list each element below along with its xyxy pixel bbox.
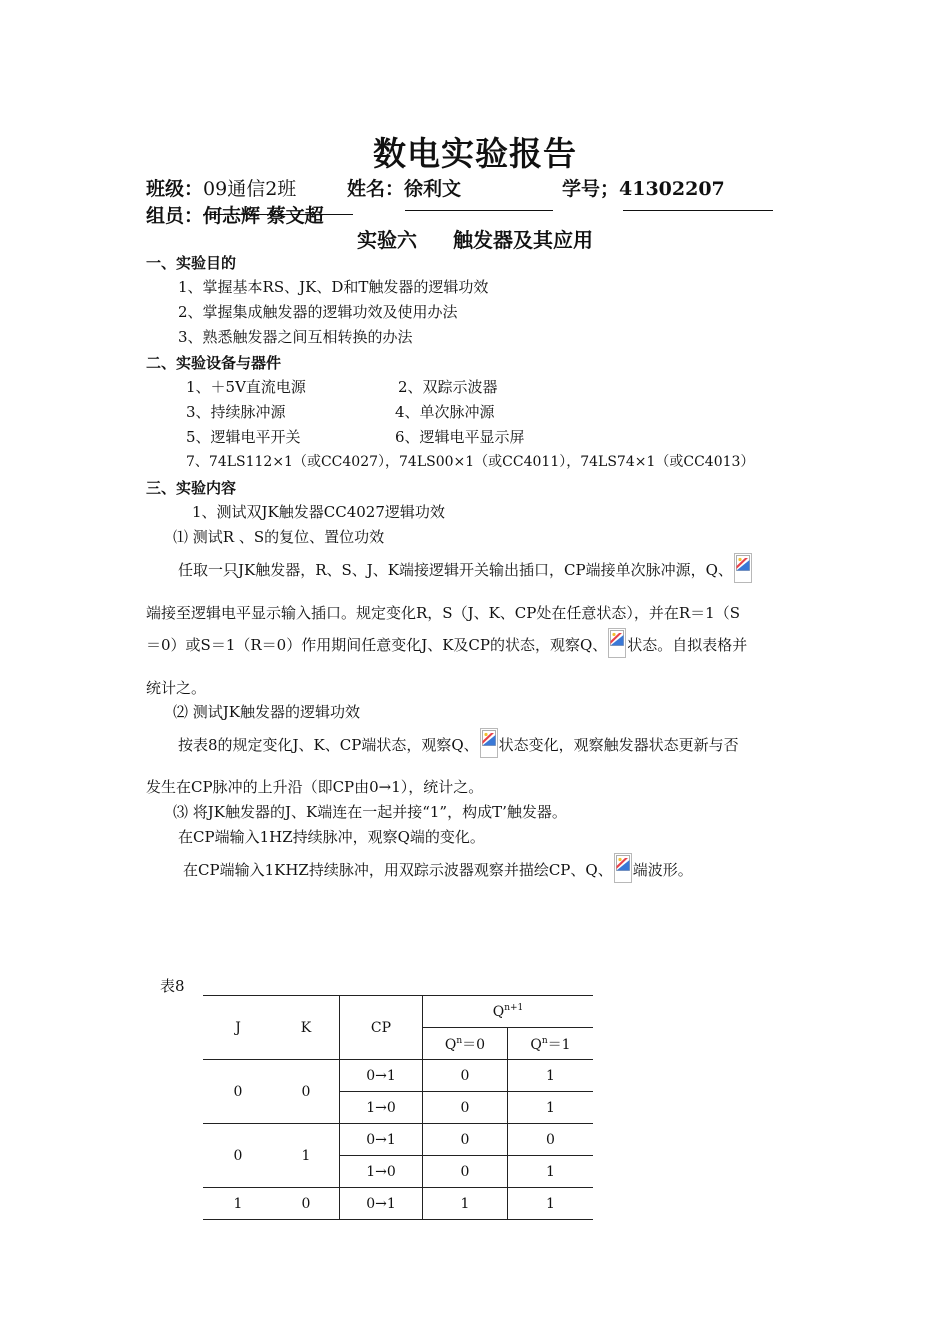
underline-blank [405, 210, 553, 211]
header-q0 [423, 1028, 508, 1060]
student-id-field: 学号；41302207 [562, 178, 725, 200]
broken-image-icon [614, 853, 632, 883]
cell-cp: 0→1 [340, 1060, 423, 1092]
header-qn1 [423, 996, 594, 1028]
sub-heading: ⑶ 将JK触发器的J、K端连在一起并接“1”，构成T’触发器。 [173, 803, 567, 821]
list-item: 7、74LS112×1（或CC4027），74LS00×1（或CC4011），74LS74×1（或CC4013） [186, 454, 755, 470]
text: ＝0 [462, 1036, 486, 1053]
cell-q1: 1 [508, 1156, 594, 1188]
header-q1 [508, 1028, 594, 1060]
cell-q0: 0 [423, 1156, 508, 1188]
sub-heading: ⑴ 测试R 、S的复位、置位功效 [173, 528, 385, 546]
sub-heading: 1、测试双JK触发器CC4027逻辑功效 [192, 503, 445, 521]
header-j: J [203, 996, 273, 1060]
paragraph-line: 统计之。 [146, 679, 207, 697]
list-item: 1、＋5V直流电源 [186, 378, 306, 396]
paragraph-line [183, 853, 693, 883]
members-label: 组员： [146, 205, 204, 227]
section-heading: 一、实验目的 [146, 254, 237, 272]
section-heading: 三、实验内容 [146, 479, 237, 497]
experiment-number: 实验六 [357, 228, 417, 252]
paragraph-line [178, 728, 739, 758]
superscript: n+1 [504, 1003, 524, 1013]
cell-q1: 1 [508, 1092, 594, 1124]
underline-blank [623, 210, 773, 211]
class-field [146, 174, 296, 201]
cell-cp: 1→0 [340, 1156, 423, 1188]
list-item: 3、熟悉触发器之间互相转换的办法 [178, 328, 413, 346]
paragraph-line [146, 628, 747, 658]
section-heading: 二、实验设备与器件 [146, 354, 282, 372]
header-cp: CP [340, 996, 423, 1060]
cell-k: 1 [273, 1124, 340, 1188]
text: ＝1 [547, 1036, 571, 1053]
text: Q [492, 1004, 505, 1020]
class-value: 09通信2班 [203, 178, 297, 200]
list-item: 5、逻辑电平开关 [186, 428, 301, 446]
cell-k: 0 [273, 1060, 340, 1124]
class-label: 班级： [146, 178, 204, 200]
truth-table [203, 995, 593, 1220]
list-item: 2、掌握集成触发器的逻辑功效及使用办法 [178, 303, 458, 321]
list-item: 6、逻辑电平显示屏 [395, 428, 525, 446]
cell-q1: 1 [508, 1060, 594, 1092]
table-caption: 表8 [160, 977, 185, 995]
paragraph-line: 发生在CP脉冲的上升沿（即CP由0→1），统计之。 [146, 778, 484, 796]
paragraph-line: 在CP端输入1HZ持续脉冲，观察Q端的变化。 [178, 828, 485, 846]
text: 状态变化，观察触发器状态更新与否 [498, 736, 739, 754]
text: 状态。自拟表格并 [627, 636, 748, 654]
text: 在CP端输入1KHZ持续脉冲，用双踪示波器观察并描绘CP、Q、 [183, 861, 613, 879]
cell-q0: 0 [423, 1060, 508, 1092]
cell-cp: 1→0 [340, 1092, 423, 1124]
header-k: K [273, 996, 340, 1060]
cell-q0: 0 [423, 1092, 508, 1124]
sub-heading: ⑵ 测试JK触发器的逻辑功效 [173, 703, 360, 721]
superscript: n [541, 1035, 548, 1046]
list-item: 2、双踪示波器 [398, 378, 498, 396]
list-item: 4、单次脉冲源 [395, 403, 495, 421]
cell-q0: 0 [423, 1124, 508, 1156]
text: 任取一只JK触发器，R、S、J、K端接逻辑开关输出插口，CP端接单次脉冲源，Q、 [178, 561, 733, 579]
superscript: n [456, 1035, 463, 1046]
text: 端波形。 [632, 861, 693, 879]
broken-image-icon [734, 553, 752, 583]
cell-k: 0 [273, 1188, 340, 1220]
cell-q0: 1 [423, 1188, 508, 1220]
experiment-name: 触发器及其应用 [453, 228, 593, 252]
members-value: 何志辉 蔡文超 [203, 205, 324, 227]
experiment-title [0, 224, 950, 253]
page-title: 数电实验报告 [373, 134, 577, 173]
strike-line [203, 214, 353, 215]
broken-image-icon [608, 628, 626, 658]
name-field: 姓名：徐利文 [347, 178, 462, 200]
cell-cp: 0→1 [340, 1188, 423, 1220]
text: Q [530, 1036, 542, 1053]
list-item: 3、持续脉冲源 [186, 403, 286, 421]
broken-image-icon [480, 728, 498, 758]
text: Q [444, 1036, 457, 1053]
text: 按表8的规定变化J、K、CP端状态，观察Q、 [178, 736, 479, 754]
cell-j: 0 [203, 1124, 273, 1188]
list-item: 1、掌握基本RS、JK、D和T触发器的逻辑功效 [178, 278, 489, 296]
cell-j: 1 [203, 1188, 273, 1220]
text: ＝0）或S＝1（R＝0）作用期间任意变化J、K及CP的状态，观察Q、 [146, 636, 608, 654]
cell-q1: 0 [508, 1124, 594, 1156]
cell-cp: 0→1 [340, 1124, 423, 1156]
cell-j: 0 [203, 1060, 273, 1124]
paragraph-line: 端接至逻辑电平显示输入插口。规定变化R，S（J、K、CP处在任意状态），并在R＝1（S [146, 604, 740, 622]
paragraph-line [178, 553, 753, 583]
cell-q1: 1 [508, 1188, 594, 1220]
